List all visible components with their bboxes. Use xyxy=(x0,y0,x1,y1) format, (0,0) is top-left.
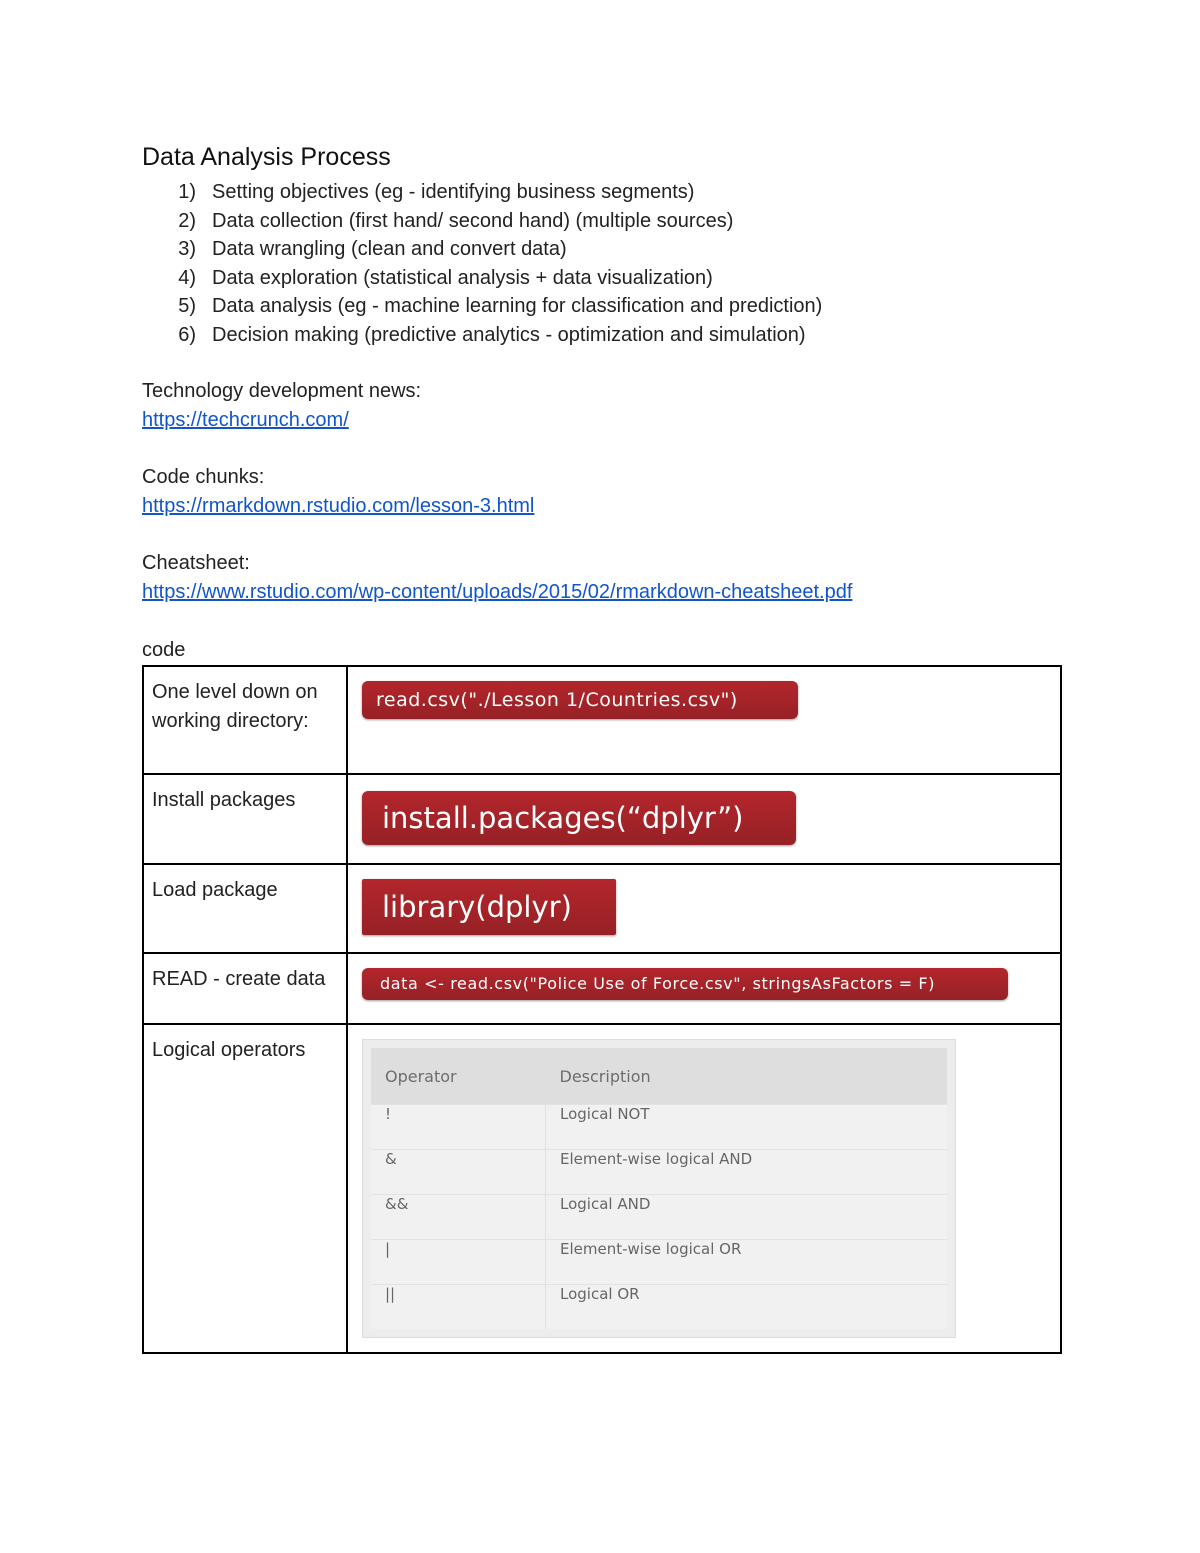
list-item-text: Setting objectives (eg - identifying business segments) xyxy=(212,181,695,203)
row-label: One level down on working directory: xyxy=(143,666,347,774)
operator-symbol: ! xyxy=(371,1105,546,1150)
table-row xyxy=(371,1105,947,1150)
description-column-header: Description xyxy=(546,1048,948,1105)
list-item xyxy=(142,235,1062,264)
blank-line xyxy=(142,349,1062,377)
table-row xyxy=(371,1195,947,1240)
list-item-text: Decision making (predictive analytics - optimization and simulation) xyxy=(212,323,806,346)
operator-symbol: & xyxy=(371,1150,546,1195)
list-item-number: 1) xyxy=(178,181,196,203)
operator-column-header: Operator xyxy=(371,1048,546,1105)
blank-line xyxy=(142,435,1062,463)
list-item xyxy=(142,178,1062,207)
table-row xyxy=(143,666,1061,774)
list-item-number: 6) xyxy=(178,323,196,346)
operator-symbol: && xyxy=(371,1195,546,1240)
row-label: Load package xyxy=(143,864,347,953)
code-snippet: library(dplyr) xyxy=(362,879,616,935)
list-item-number: 3) xyxy=(178,238,196,260)
operator-symbol: || xyxy=(371,1285,546,1330)
code-snippet: data <- read.csv("Police Use of Force.csv", stringsAsFactors = F) xyxy=(362,968,1008,1000)
document-page xyxy=(142,140,1062,1354)
list-item-text: Data collection (first hand/ second hand) (multiple sources) xyxy=(212,209,734,232)
list-item-number: 5) xyxy=(178,295,196,317)
operators-header-row xyxy=(371,1048,947,1105)
process-steps-list xyxy=(142,178,1062,349)
row-label: READ - create data xyxy=(143,953,347,1024)
cheatsheet-link[interactable]: https://www.rstudio.com/wp-content/uploads/2015/02/rmarkdown-cheatsheet.pdf xyxy=(142,581,853,603)
list-item xyxy=(142,292,1062,321)
code-chunks-label: Code chunks: xyxy=(142,466,265,488)
operators-image xyxy=(362,1039,956,1338)
code-cell xyxy=(347,864,1061,953)
operator-description: Logical NOT xyxy=(560,1105,650,1123)
table-row xyxy=(371,1240,947,1285)
list-item xyxy=(142,207,1062,236)
cheatsheet-label: Cheatsheet: xyxy=(142,552,250,574)
table-row xyxy=(371,1150,947,1195)
table-row xyxy=(143,953,1061,1024)
code-snippet: install.packages(“dplyr”) xyxy=(362,791,796,845)
table-row xyxy=(143,1024,1061,1353)
code-snippet: read.csv("./Lesson 1/Countries.csv") xyxy=(362,681,798,719)
operator-description: Element-wise logical OR xyxy=(560,1240,742,1258)
list-item-text: Data wrangling (clean and convert data) xyxy=(212,238,567,260)
table-row xyxy=(143,864,1061,953)
list-item-text: Data analysis (eg - machine learning for classification and prediction) xyxy=(212,295,823,317)
operator-description: Logical AND xyxy=(560,1195,651,1213)
code-section-label: code xyxy=(142,639,186,661)
tech-news-label: Technology development news: xyxy=(142,380,422,402)
operators-table xyxy=(371,1048,947,1329)
list-item xyxy=(142,321,1062,350)
operator-description: Element-wise logical AND xyxy=(560,1150,753,1168)
operators-cell xyxy=(347,1024,1061,1353)
row-label: Install packages xyxy=(143,774,347,864)
code-cell xyxy=(347,953,1061,1024)
list-item xyxy=(142,264,1062,293)
table-row xyxy=(371,1285,947,1330)
blank-line xyxy=(142,521,1062,549)
row-label: Logical operators xyxy=(143,1024,347,1353)
list-item-text: Data exploration (statistical analysis + data visualization) xyxy=(212,266,713,289)
code-chunks-link[interactable]: https://rmarkdown.rstudio.com/lesson-3.html xyxy=(142,495,535,517)
list-item-number: 4) xyxy=(178,266,196,289)
page-title: Data Analysis Process xyxy=(142,143,391,171)
code-cell xyxy=(347,666,1061,774)
table-row xyxy=(143,774,1061,864)
operator-description: Logical OR xyxy=(560,1285,640,1303)
code-reference-table xyxy=(142,665,1062,1354)
list-item-number: 2) xyxy=(178,209,196,232)
tech-news-link[interactable]: https://techcrunch.com/ xyxy=(142,409,349,431)
operator-symbol: | xyxy=(371,1240,546,1285)
code-cell xyxy=(347,774,1061,864)
